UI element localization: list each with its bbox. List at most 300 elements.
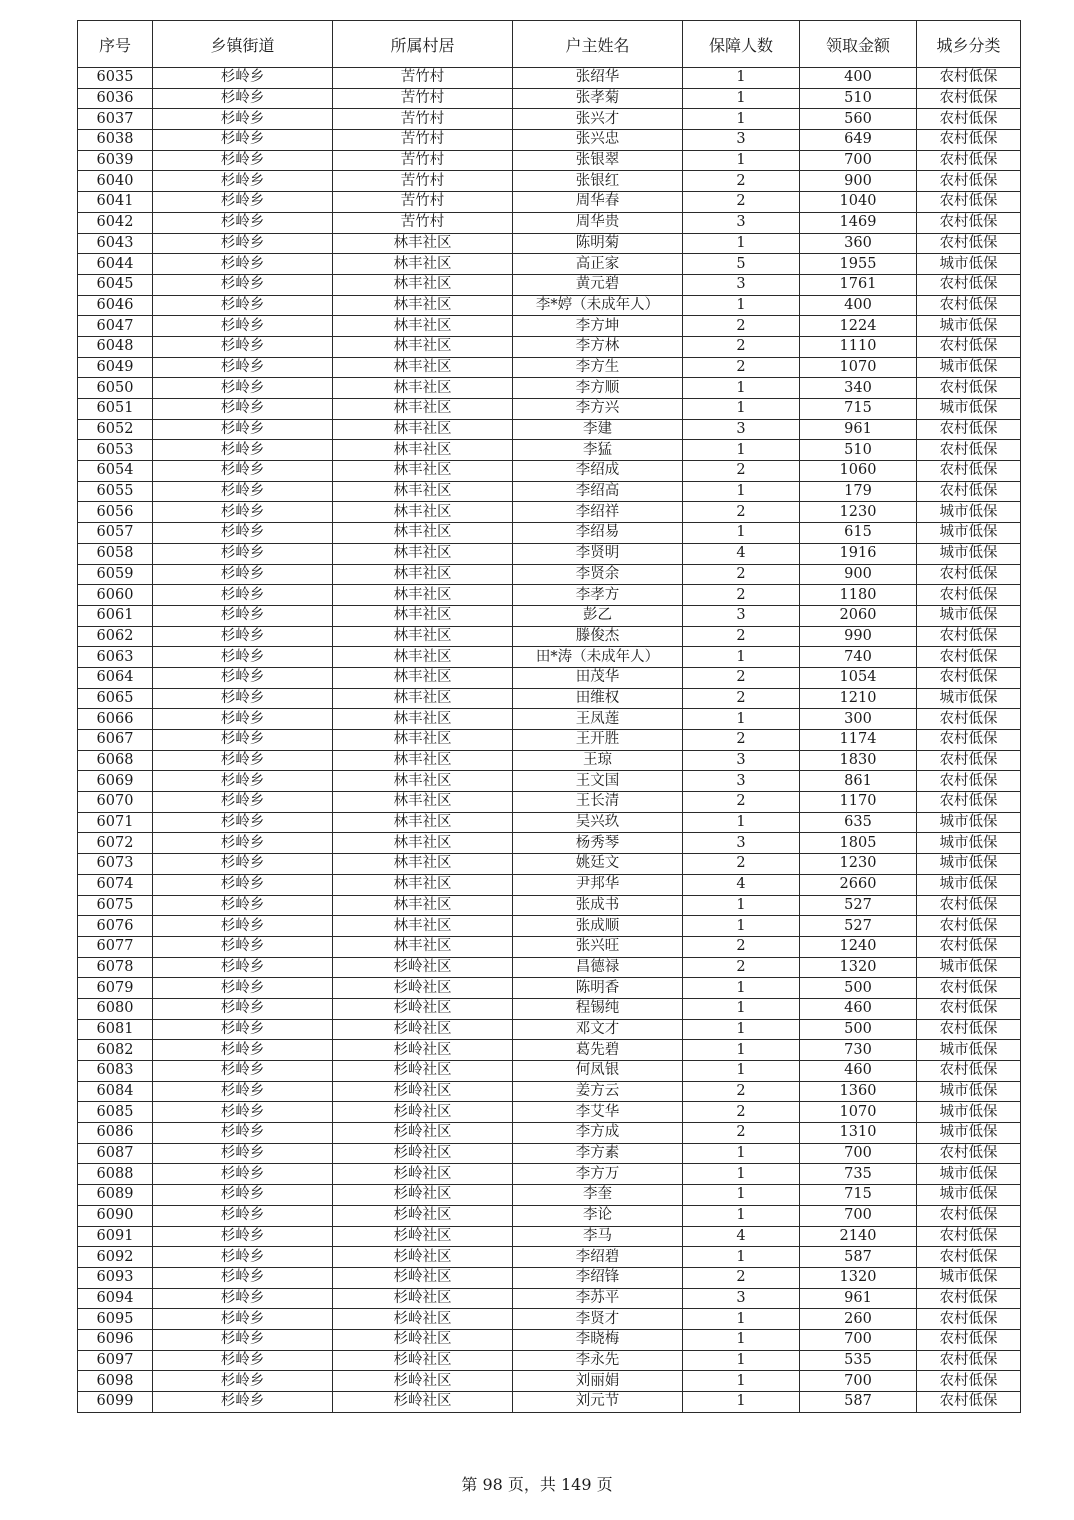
cell-householder-name: 杨秀琴 [513, 833, 683, 854]
table-row [78, 543, 1021, 564]
cell-householder-name: 葛先碧 [513, 1040, 683, 1061]
cell-village: 林丰社区 [333, 481, 513, 502]
cell-amount: 1054 [800, 667, 917, 688]
cell-township: 杉岭乡 [153, 192, 333, 213]
table-row [78, 1081, 1021, 1102]
cell-village: 林丰社区 [333, 233, 513, 254]
cell-category: 农村低保 [917, 295, 1021, 316]
cell-amount: 700 [800, 1205, 917, 1226]
cell-category: 农村低保 [917, 978, 1021, 999]
table-row [78, 605, 1021, 626]
cell-village: 杉岭社区 [333, 1329, 513, 1350]
cell-serial-number: 6038 [78, 130, 153, 151]
cell-village: 杉岭社区 [333, 1267, 513, 1288]
table-row [78, 1371, 1021, 1392]
cell-serial-number: 6056 [78, 502, 153, 523]
table-row [78, 895, 1021, 916]
cell-householder-name: 田*涛（未成年人） [513, 647, 683, 668]
table-row [78, 399, 1021, 420]
cell-village: 林丰社区 [333, 419, 513, 440]
cell-householder-name: 邓文才 [513, 1019, 683, 1040]
cell-covered-persons: 2 [683, 336, 800, 357]
cell-village: 杉岭社区 [333, 1019, 513, 1040]
cell-householder-name: 李马 [513, 1226, 683, 1247]
cell-householder-name: 彭乙 [513, 605, 683, 626]
cell-serial-number: 6045 [78, 274, 153, 295]
cell-category: 农村低保 [917, 68, 1021, 89]
cell-covered-persons: 1 [683, 1309, 800, 1330]
cell-amount: 715 [800, 399, 917, 420]
table-row [78, 336, 1021, 357]
table-row [78, 1061, 1021, 1082]
cell-serial-number: 6059 [78, 564, 153, 585]
cell-category: 城市低保 [917, 399, 1021, 420]
header-urban-rural-category: 城乡分类 [917, 21, 1021, 68]
cell-householder-name: 姜方云 [513, 1081, 683, 1102]
cell-amount: 340 [800, 378, 917, 399]
cell-village: 林丰社区 [333, 771, 513, 792]
cell-category: 农村低保 [917, 1392, 1021, 1413]
cell-serial-number: 6099 [78, 1392, 153, 1413]
table-row [78, 626, 1021, 647]
cell-village: 林丰社区 [333, 647, 513, 668]
table-row [78, 1309, 1021, 1330]
cell-amount: 2660 [800, 874, 917, 895]
table-row [78, 192, 1021, 213]
cell-village: 杉岭社区 [333, 1061, 513, 1082]
cell-serial-number: 6036 [78, 88, 153, 109]
cell-covered-persons: 1 [683, 812, 800, 833]
cell-covered-persons: 1 [683, 68, 800, 89]
cell-covered-persons: 2 [683, 626, 800, 647]
table-row [78, 957, 1021, 978]
cell-serial-number: 6069 [78, 771, 153, 792]
cell-covered-persons: 1 [683, 1350, 800, 1371]
cell-amount: 1320 [800, 1267, 917, 1288]
cell-householder-name: 李论 [513, 1205, 683, 1226]
table-row [78, 667, 1021, 688]
cell-householder-name: 李艾华 [513, 1102, 683, 1123]
cell-township: 杉岭乡 [153, 1226, 333, 1247]
cell-serial-number: 6039 [78, 150, 153, 171]
table-row [78, 978, 1021, 999]
table-row [78, 88, 1021, 109]
cell-category: 城市低保 [917, 688, 1021, 709]
cell-serial-number: 6049 [78, 357, 153, 378]
table-row [78, 1123, 1021, 1144]
page-number-footer: 第 98 页，共 149 页 [461, 1475, 613, 1494]
cell-householder-name: 李绍易 [513, 523, 683, 544]
table-row [78, 461, 1021, 482]
cell-village: 林丰社区 [333, 543, 513, 564]
cell-township: 杉岭乡 [153, 1205, 333, 1226]
cell-covered-persons: 1 [683, 440, 800, 461]
cell-township: 杉岭乡 [153, 212, 333, 233]
cell-covered-persons: 4 [683, 1226, 800, 1247]
cell-householder-name: 刘丽娟 [513, 1371, 683, 1392]
cell-covered-persons: 2 [683, 1102, 800, 1123]
cell-householder-name: 王琼 [513, 750, 683, 771]
cell-village: 林丰社区 [333, 336, 513, 357]
cell-township: 杉岭乡 [153, 750, 333, 771]
cell-township: 杉岭乡 [153, 1329, 333, 1350]
cell-village: 杉岭社区 [333, 1143, 513, 1164]
cell-amount: 700 [800, 1329, 917, 1350]
cell-category: 农村低保 [917, 771, 1021, 792]
cell-township: 杉岭乡 [153, 233, 333, 254]
cell-amount: 1224 [800, 316, 917, 337]
cell-serial-number: 6078 [78, 957, 153, 978]
cell-township: 杉岭乡 [153, 874, 333, 895]
cell-township: 杉岭乡 [153, 1143, 333, 1164]
cell-category: 农村低保 [917, 192, 1021, 213]
cell-householder-name: 何凤银 [513, 1061, 683, 1082]
cell-village: 林丰社区 [333, 378, 513, 399]
cell-amount: 700 [800, 150, 917, 171]
table-row [78, 254, 1021, 275]
cell-amount: 1955 [800, 254, 917, 275]
cell-covered-persons: 2 [683, 316, 800, 337]
cell-category: 城市低保 [917, 502, 1021, 523]
cell-covered-persons: 1 [683, 1061, 800, 1082]
cell-village: 杉岭社区 [333, 1309, 513, 1330]
cell-category: 农村低保 [917, 667, 1021, 688]
cell-covered-persons: 1 [683, 998, 800, 1019]
table-row [78, 709, 1021, 730]
cell-covered-persons: 2 [683, 585, 800, 606]
cell-category: 农村低保 [917, 730, 1021, 751]
cell-category: 农村低保 [917, 1226, 1021, 1247]
table-row [78, 481, 1021, 502]
cell-covered-persons: 4 [683, 874, 800, 895]
cell-township: 杉岭乡 [153, 1102, 333, 1123]
table-row [78, 564, 1021, 585]
cell-township: 杉岭乡 [153, 709, 333, 730]
cell-amount: 900 [800, 564, 917, 585]
cell-householder-name: 刘元节 [513, 1392, 683, 1413]
cell-village: 苦竹村 [333, 171, 513, 192]
table-row [78, 212, 1021, 233]
table-row [78, 274, 1021, 295]
cell-covered-persons: 2 [683, 502, 800, 523]
cell-amount: 715 [800, 1185, 917, 1206]
cell-covered-persons: 1 [683, 1040, 800, 1061]
cell-category: 农村低保 [917, 647, 1021, 668]
cell-amount: 527 [800, 916, 917, 937]
cell-village: 林丰社区 [333, 440, 513, 461]
cell-township: 杉岭乡 [153, 316, 333, 337]
cell-householder-name: 高正家 [513, 254, 683, 275]
cell-amount: 961 [800, 419, 917, 440]
cell-village: 林丰社区 [333, 254, 513, 275]
cell-township: 杉岭乡 [153, 833, 333, 854]
cell-serial-number: 6083 [78, 1061, 153, 1082]
cell-serial-number: 6050 [78, 378, 153, 399]
cell-householder-name: 张兴才 [513, 109, 683, 130]
cell-village: 苦竹村 [333, 212, 513, 233]
cell-covered-persons: 3 [683, 605, 800, 626]
cell-serial-number: 6043 [78, 233, 153, 254]
cell-serial-number: 6052 [78, 419, 153, 440]
cell-serial-number: 6066 [78, 709, 153, 730]
cell-category: 农村低保 [917, 916, 1021, 937]
cell-serial-number: 6044 [78, 254, 153, 275]
cell-householder-name: 陈明香 [513, 978, 683, 999]
cell-amount: 861 [800, 771, 917, 792]
cell-village: 杉岭社区 [333, 1288, 513, 1309]
cell-village: 林丰社区 [333, 895, 513, 916]
cell-householder-name: 吴兴玖 [513, 812, 683, 833]
table-row [78, 585, 1021, 606]
cell-amount: 1070 [800, 357, 917, 378]
cell-township: 杉岭乡 [153, 1392, 333, 1413]
cell-amount: 400 [800, 68, 917, 89]
cell-serial-number: 6074 [78, 874, 153, 895]
table-body [78, 68, 1021, 1413]
cell-township: 杉岭乡 [153, 1185, 333, 1206]
cell-amount: 360 [800, 233, 917, 254]
cell-serial-number: 6082 [78, 1040, 153, 1061]
subsistence-allowance-table [77, 20, 1021, 1413]
cell-covered-persons: 1 [683, 1371, 800, 1392]
cell-village: 林丰社区 [333, 854, 513, 875]
cell-village: 林丰社区 [333, 502, 513, 523]
cell-householder-name: 李方顺 [513, 378, 683, 399]
cell-category: 农村低保 [917, 150, 1021, 171]
cell-householder-name: 王凤莲 [513, 709, 683, 730]
cell-serial-number: 6092 [78, 1247, 153, 1268]
cell-village: 杉岭社区 [333, 1102, 513, 1123]
cell-serial-number: 6060 [78, 585, 153, 606]
cell-amount: 1830 [800, 750, 917, 771]
cell-amount: 587 [800, 1392, 917, 1413]
table-row [78, 68, 1021, 89]
cell-category: 农村低保 [917, 1288, 1021, 1309]
cell-amount: 535 [800, 1350, 917, 1371]
cell-village: 苦竹村 [333, 88, 513, 109]
cell-category: 农村低保 [917, 440, 1021, 461]
cell-householder-name: 李方生 [513, 357, 683, 378]
cell-township: 杉岭乡 [153, 647, 333, 668]
table-row [78, 502, 1021, 523]
cell-serial-number: 6096 [78, 1329, 153, 1350]
cell-township: 杉岭乡 [153, 336, 333, 357]
table-row [78, 750, 1021, 771]
cell-serial-number: 6051 [78, 399, 153, 420]
table-row [78, 1288, 1021, 1309]
cell-village: 林丰社区 [333, 564, 513, 585]
cell-category: 城市低保 [917, 1164, 1021, 1185]
cell-serial-number: 6061 [78, 605, 153, 626]
cell-category: 农村低保 [917, 1350, 1021, 1371]
cell-township: 杉岭乡 [153, 916, 333, 937]
cell-township: 杉岭乡 [153, 1019, 333, 1040]
cell-township: 杉岭乡 [153, 730, 333, 751]
cell-serial-number: 6087 [78, 1143, 153, 1164]
cell-householder-name: 张银红 [513, 171, 683, 192]
cell-amount: 1469 [800, 212, 917, 233]
cell-village: 杉岭社区 [333, 1040, 513, 1061]
cell-amount: 179 [800, 481, 917, 502]
table-row [78, 688, 1021, 709]
cell-amount: 1040 [800, 192, 917, 213]
cell-village: 林丰社区 [333, 461, 513, 482]
cell-township: 杉岭乡 [153, 481, 333, 502]
cell-category: 城市低保 [917, 833, 1021, 854]
cell-serial-number: 6055 [78, 481, 153, 502]
cell-serial-number: 6090 [78, 1205, 153, 1226]
table-row [78, 1350, 1021, 1371]
cell-covered-persons: 2 [683, 936, 800, 957]
cell-township: 杉岭乡 [153, 543, 333, 564]
cell-serial-number: 6095 [78, 1309, 153, 1330]
cell-village: 杉岭社区 [333, 1123, 513, 1144]
cell-householder-name: 张兴忠 [513, 130, 683, 151]
cell-serial-number: 6048 [78, 336, 153, 357]
cell-village: 林丰社区 [333, 792, 513, 813]
cell-serial-number: 6091 [78, 1226, 153, 1247]
cell-township: 杉岭乡 [153, 378, 333, 399]
cell-covered-persons: 1 [683, 647, 800, 668]
cell-serial-number: 6097 [78, 1350, 153, 1371]
cell-village: 林丰社区 [333, 523, 513, 544]
cell-village: 林丰社区 [333, 812, 513, 833]
cell-category: 城市低保 [917, 957, 1021, 978]
cell-householder-name: 张绍华 [513, 68, 683, 89]
cell-householder-name: 李绍祥 [513, 502, 683, 523]
table-row [78, 1205, 1021, 1226]
cell-amount: 735 [800, 1164, 917, 1185]
cell-village: 苦竹村 [333, 130, 513, 151]
cell-township: 杉岭乡 [153, 1040, 333, 1061]
cell-covered-persons: 1 [683, 295, 800, 316]
cell-village: 林丰社区 [333, 916, 513, 937]
cell-householder-name: 田维权 [513, 688, 683, 709]
cell-category: 城市低保 [917, 1185, 1021, 1206]
cell-householder-name: 姚廷文 [513, 854, 683, 875]
cell-village: 林丰社区 [333, 316, 513, 337]
cell-township: 杉岭乡 [153, 998, 333, 1019]
table-row [78, 378, 1021, 399]
cell-village: 林丰社区 [333, 274, 513, 295]
cell-category: 农村低保 [917, 626, 1021, 647]
cell-amount: 1060 [800, 461, 917, 482]
cell-village: 林丰社区 [333, 833, 513, 854]
cell-category: 农村低保 [917, 88, 1021, 109]
table-row [78, 1185, 1021, 1206]
cell-covered-persons: 1 [683, 1392, 800, 1413]
cell-village: 苦竹村 [333, 192, 513, 213]
cell-village: 林丰社区 [333, 730, 513, 751]
cell-amount: 1210 [800, 688, 917, 709]
cell-township: 杉岭乡 [153, 1247, 333, 1268]
cell-category: 农村低保 [917, 378, 1021, 399]
cell-amount: 1230 [800, 854, 917, 875]
table-row [78, 833, 1021, 854]
cell-serial-number: 6086 [78, 1123, 153, 1144]
cell-village: 杉岭社区 [333, 1226, 513, 1247]
cell-township: 杉岭乡 [153, 274, 333, 295]
cell-covered-persons: 1 [683, 1019, 800, 1040]
cell-category: 城市低保 [917, 316, 1021, 337]
cell-serial-number: 6041 [78, 192, 153, 213]
cell-householder-name: 程锡纯 [513, 998, 683, 1019]
cell-amount: 1230 [800, 502, 917, 523]
cell-category: 农村低保 [917, 1205, 1021, 1226]
cell-covered-persons: 1 [683, 481, 800, 502]
cell-covered-persons: 3 [683, 274, 800, 295]
cell-category: 农村低保 [917, 1329, 1021, 1350]
cell-township: 杉岭乡 [153, 978, 333, 999]
cell-township: 杉岭乡 [153, 130, 333, 151]
header-village: 所属村居 [333, 21, 513, 68]
cell-covered-persons: 1 [683, 1185, 800, 1206]
cell-category: 城市低保 [917, 254, 1021, 275]
cell-amount: 1805 [800, 833, 917, 854]
cell-householder-name: 李贤才 [513, 1309, 683, 1330]
cell-category: 农村低保 [917, 233, 1021, 254]
cell-serial-number: 6094 [78, 1288, 153, 1309]
cell-covered-persons: 1 [683, 1247, 800, 1268]
cell-covered-persons: 2 [683, 957, 800, 978]
cell-householder-name: 李奎 [513, 1185, 683, 1206]
cell-amount: 900 [800, 171, 917, 192]
cell-serial-number: 6084 [78, 1081, 153, 1102]
cell-amount: 1170 [800, 792, 917, 813]
cell-covered-persons: 2 [683, 1081, 800, 1102]
cell-village: 林丰社区 [333, 399, 513, 420]
cell-serial-number: 6040 [78, 171, 153, 192]
cell-serial-number: 6068 [78, 750, 153, 771]
cell-covered-persons: 2 [683, 730, 800, 751]
cell-amount: 560 [800, 109, 917, 130]
header-serial-number: 序号 [78, 21, 153, 68]
cell-township: 杉岭乡 [153, 936, 333, 957]
cell-township: 杉岭乡 [153, 295, 333, 316]
cell-township: 杉岭乡 [153, 1081, 333, 1102]
cell-village: 杉岭社区 [333, 1392, 513, 1413]
cell-covered-persons: 2 [683, 1123, 800, 1144]
cell-township: 杉岭乡 [153, 440, 333, 461]
cell-category: 城市低保 [917, 1040, 1021, 1061]
cell-township: 杉岭乡 [153, 523, 333, 544]
cell-covered-persons: 1 [683, 233, 800, 254]
cell-amount: 961 [800, 1288, 917, 1309]
cell-householder-name: 周华贵 [513, 212, 683, 233]
cell-householder-name: 李绍锋 [513, 1267, 683, 1288]
table-row [78, 1019, 1021, 1040]
cell-village: 杉岭社区 [333, 1164, 513, 1185]
table-row [78, 874, 1021, 895]
table-row [78, 998, 1021, 1019]
cell-serial-number: 6054 [78, 461, 153, 482]
cell-township: 杉岭乡 [153, 1164, 333, 1185]
cell-category: 农村低保 [917, 1019, 1021, 1040]
cell-serial-number: 6072 [78, 833, 153, 854]
cell-category: 农村低保 [917, 1247, 1021, 1268]
cell-village: 林丰社区 [333, 605, 513, 626]
cell-covered-persons: 1 [683, 978, 800, 999]
cell-serial-number: 6076 [78, 916, 153, 937]
cell-serial-number: 6042 [78, 212, 153, 233]
cell-township: 杉岭乡 [153, 68, 333, 89]
table-row [78, 295, 1021, 316]
cell-householder-name: 王长清 [513, 792, 683, 813]
cell-serial-number: 6070 [78, 792, 153, 813]
cell-amount: 2140 [800, 1226, 917, 1247]
cell-covered-persons: 3 [683, 130, 800, 151]
cell-village: 杉岭社区 [333, 1371, 513, 1392]
